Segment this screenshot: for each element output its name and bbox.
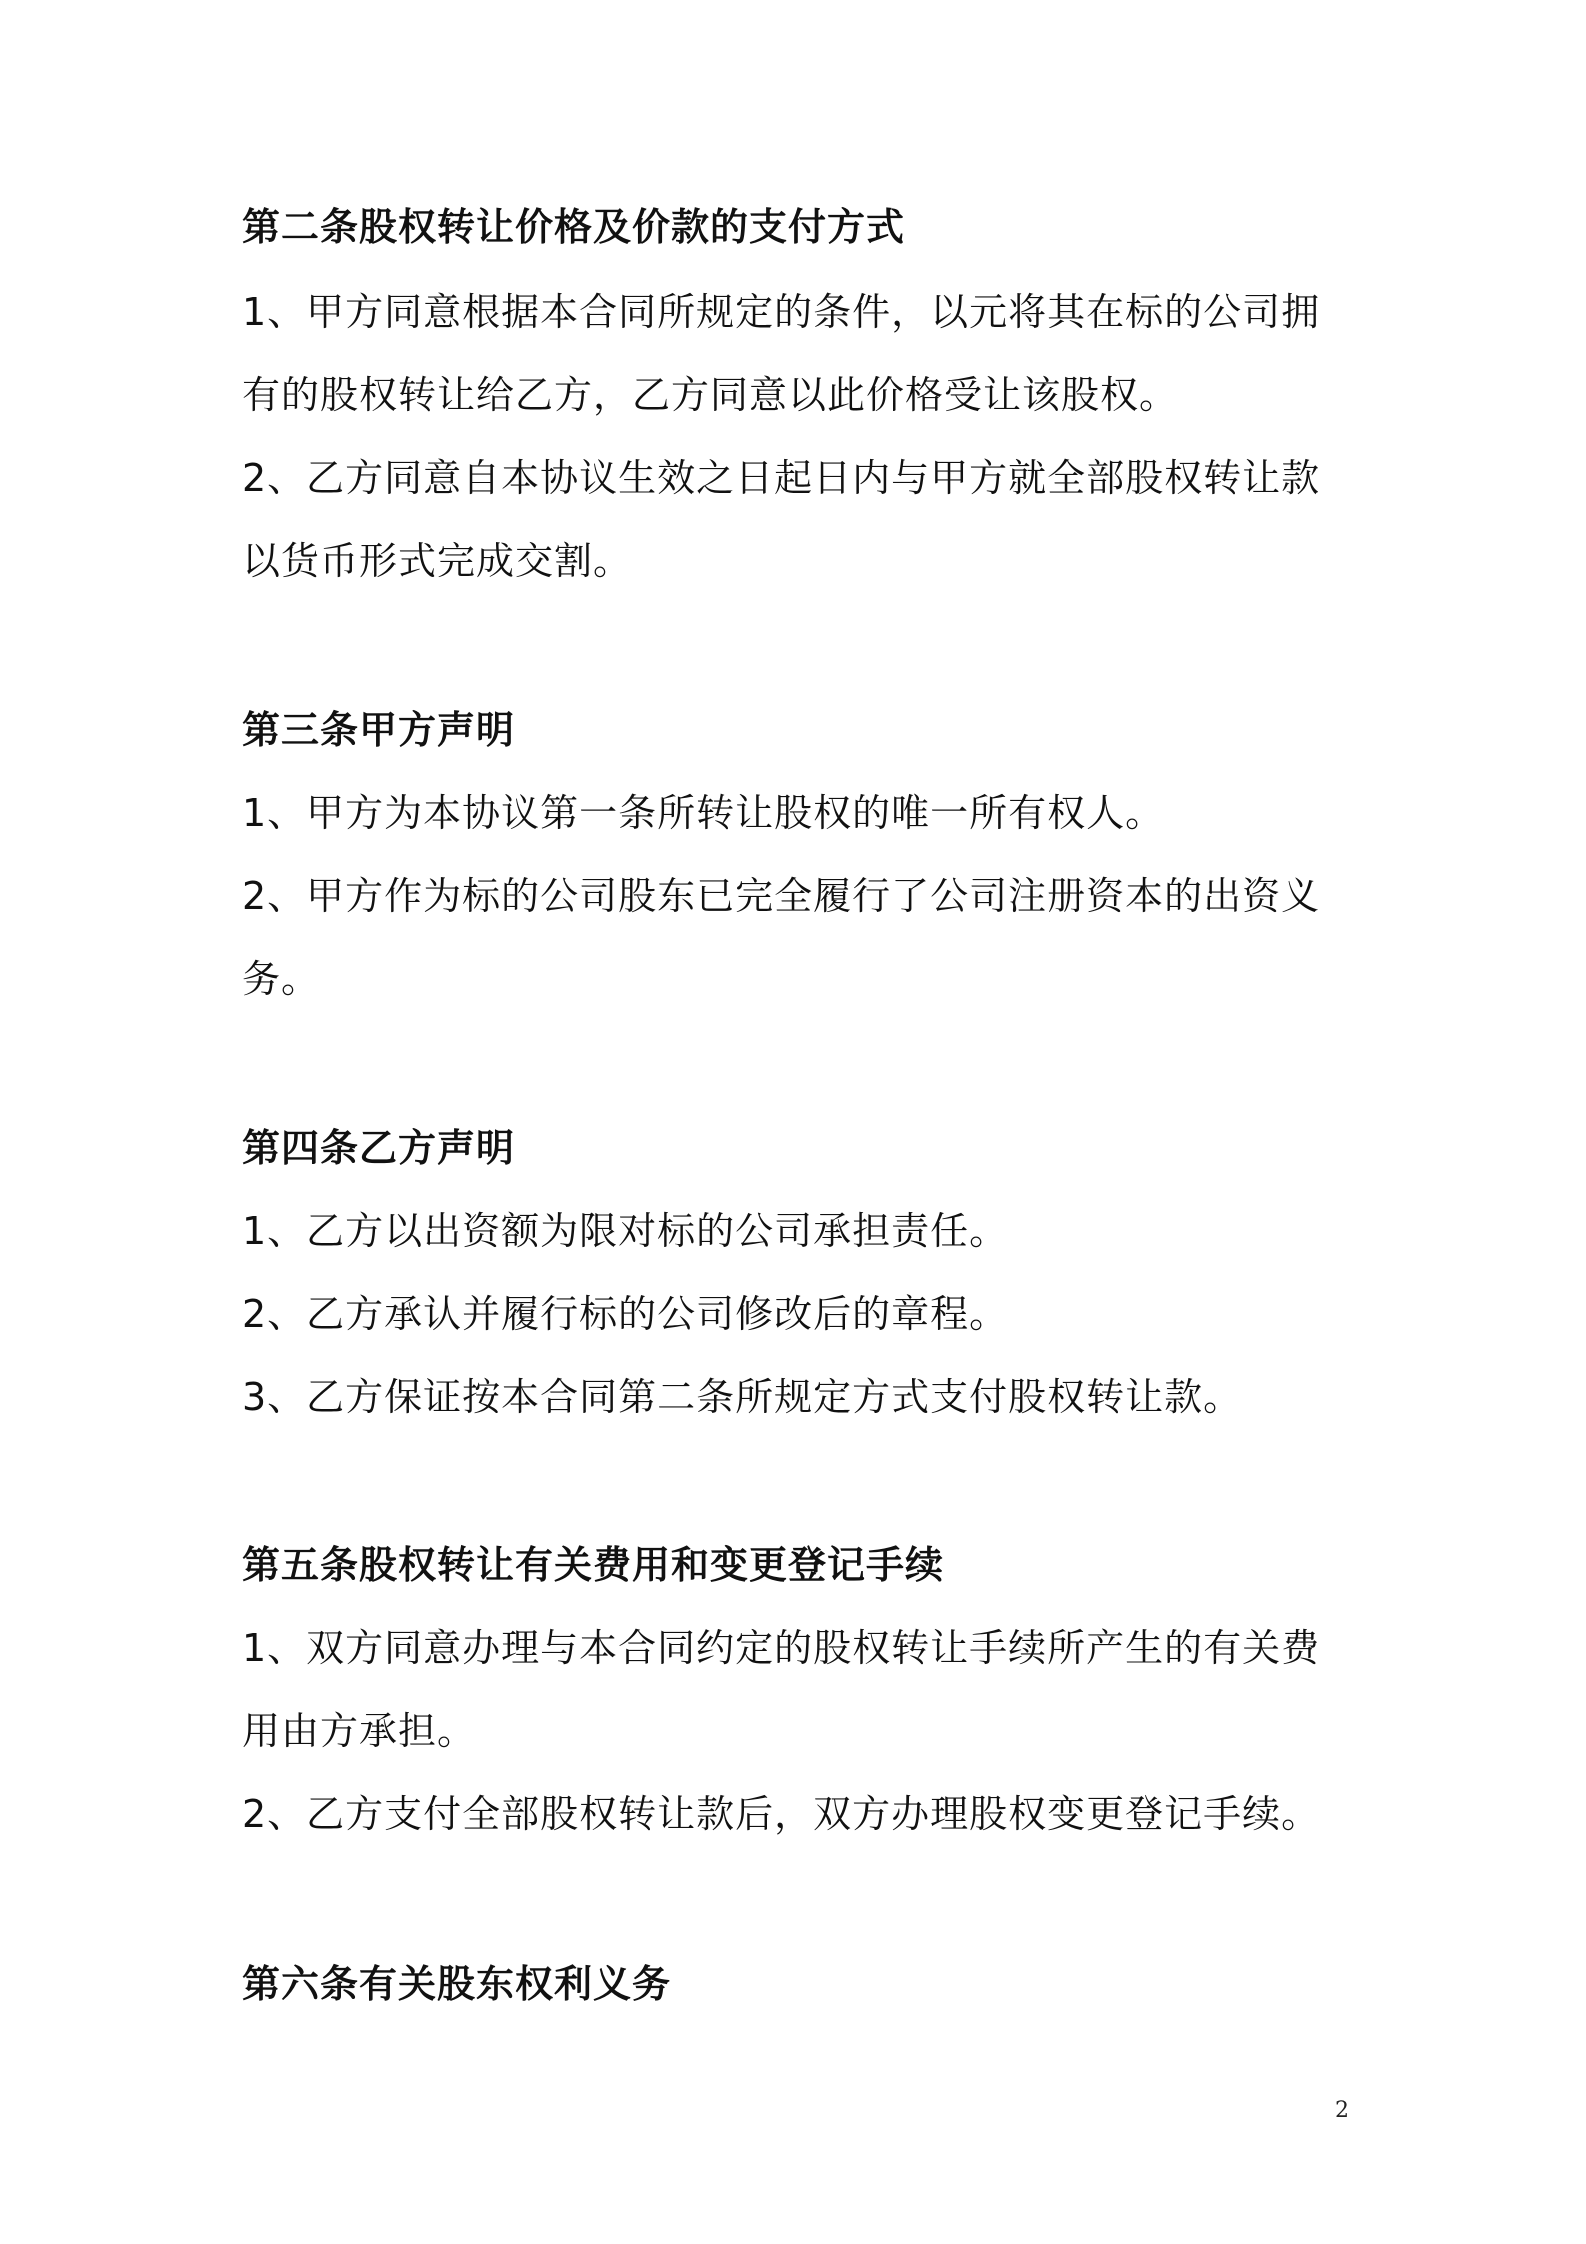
section-heading-2: 第二条股权转让价格及价款的支付方式 bbox=[242, 205, 906, 249]
section-3-clause-1-line-1: 1、甲方为本协议第一条所转让股权的唯一所有权人。 bbox=[242, 791, 1165, 835]
section-5-clause-1-line-2: 用由方承担。 bbox=[242, 1709, 477, 1753]
section-3-clause-2-line-1: 2、甲方作为标的公司股东已完全履行了公司注册资本的出资义 bbox=[242, 874, 1321, 918]
section-2-clause-1-line-2: 有的股权转让给乙方，乙方同意以此价格受让该股权。 bbox=[242, 373, 1179, 417]
section-heading-3: 第三条甲方声明 bbox=[242, 708, 516, 752]
section-4-clause-3-line-1: 3、乙方保证按本合同第二条所规定方式支付股权转让款。 bbox=[242, 1375, 1243, 1419]
section-2-clause-2-line-2: 以货币形式完成交割。 bbox=[242, 539, 633, 583]
section-5-clause-1-line-1: 1、双方同意办理与本合同约定的股权转让手续所产生的有关费 bbox=[242, 1626, 1321, 1670]
section-heading-5: 第五条股权转让有关费用和变更登记手续 bbox=[242, 1543, 945, 1587]
section-5-clause-2-line-1: 2、乙方支付全部股权转让款后，双方办理股权变更登记手续。 bbox=[242, 1792, 1321, 1836]
section-4-clause-2-line-1: 2、乙方承认并履行标的公司修改后的章程。 bbox=[242, 1292, 1009, 1336]
section-4-clause-1-line-1: 1、乙方以出资额为限对标的公司承担责任。 bbox=[242, 1209, 1009, 1253]
section-heading-6: 第六条有关股东权利义务 bbox=[242, 1962, 672, 2006]
section-2-clause-1-line-1: 1、甲方同意根据本合同所规定的条件，以元将其在标的公司拥 bbox=[242, 290, 1321, 334]
section-3-clause-2-line-2: 务。 bbox=[242, 957, 321, 1001]
section-heading-4: 第四条乙方声明 bbox=[242, 1126, 516, 1170]
section-2-clause-2-line-1: 2、乙方同意自本协议生效之日起日内与甲方就全部股权转让款 bbox=[242, 456, 1321, 500]
page-number: 2 bbox=[1335, 2098, 1349, 2123]
